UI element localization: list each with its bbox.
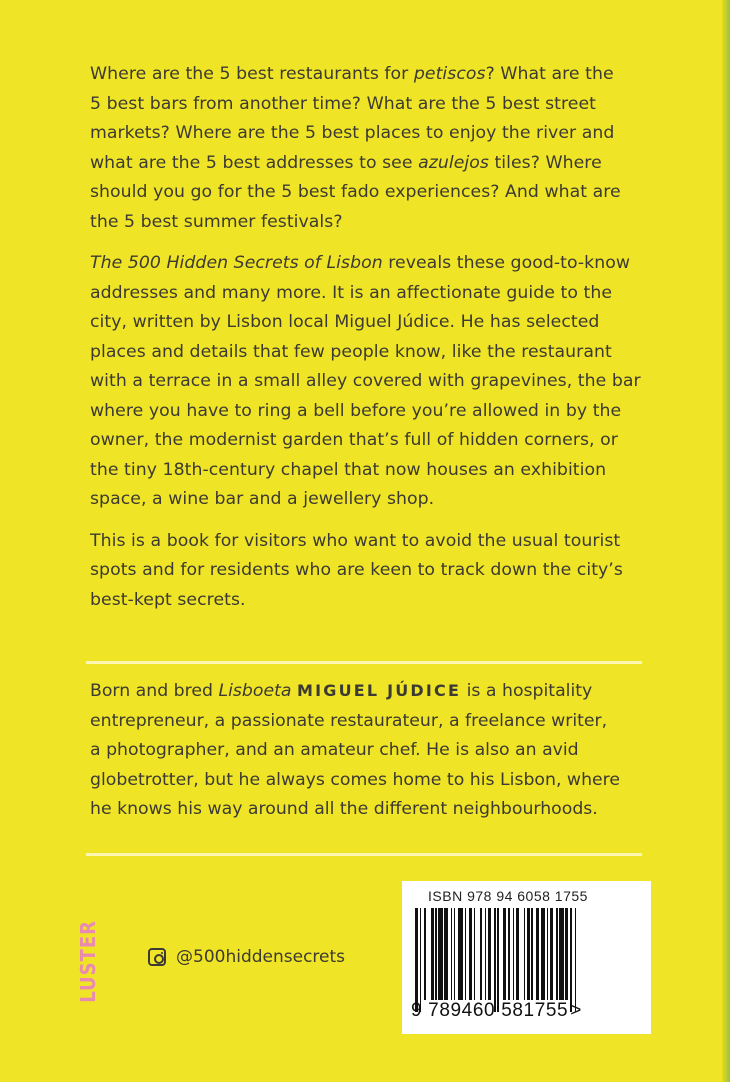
text-line [90, 90, 650, 120]
text-line [90, 456, 650, 486]
barcode-bar [570, 908, 572, 1012]
text-span: the tiny 18th-century chapel that now houses an exhibition [90, 459, 607, 480]
description-paragraph [90, 249, 650, 515]
author-name: MIGUEL JÚDICE [296, 681, 462, 700]
text-line [90, 249, 650, 279]
text-span: tiles? Where [488, 152, 602, 173]
text-span: 5 best bars from another time? What are the 5 best street [90, 93, 596, 114]
text-span: where you have to ring a bell before you’re allowed in by the [90, 400, 622, 421]
cover-edge [722, 0, 730, 1082]
text-span: with a terrace in a small alley covered with grapevines, the bar [90, 371, 641, 391]
barcode-bar [556, 908, 558, 1000]
text-span: Where are the 5 best restaurants for [90, 64, 414, 84]
text-line [90, 119, 650, 149]
text-line [90, 676, 650, 707]
social-handle: @500hiddensecrets [176, 947, 346, 967]
text-line [90, 149, 650, 179]
barcode-bar [516, 908, 519, 1000]
barcode-bar [469, 908, 472, 1000]
divider-top [86, 661, 642, 664]
barcode-bar [465, 908, 467, 1000]
text-span: azulejos [418, 152, 489, 173]
barcode-bar [565, 908, 568, 1000]
barcode-bar [480, 908, 482, 1000]
isbn-barcode [402, 881, 651, 1034]
barcode-bar [474, 908, 476, 1000]
text-line [90, 766, 650, 796]
publisher-name: LUSTER [76, 919, 100, 1003]
barcode-bar [527, 908, 530, 1000]
text-span: Lisboeta [218, 681, 292, 701]
text-span: best-kept secrets. [90, 589, 246, 610]
barcode-tail: > [570, 1000, 582, 1021]
text-span: globetrotter, but he always comes home to his Lisbon, where [90, 769, 621, 790]
description [90, 60, 650, 627]
text-span: city, written by Lisbon local Miguel Júdice. He has selected [90, 312, 600, 332]
barcode-bar [575, 908, 577, 1012]
barcode-bar [451, 908, 453, 1000]
barcode-bar [458, 908, 463, 1000]
author-bio [90, 676, 650, 825]
barcode-bar [536, 908, 539, 1000]
isbn-label: ISBN 978 94 6058 1755 [428, 888, 588, 904]
barcode-bar [438, 908, 443, 1000]
barcode-bar [531, 908, 533, 1000]
barcode-lead-digit: 9 [411, 1000, 423, 1021]
text-line [90, 426, 650, 456]
barcode-bars [415, 908, 637, 1004]
text-span: petiscos [413, 64, 486, 84]
text-span: should you go for the 5 best fado experiences? And what are [90, 182, 621, 202]
barcode-bar [415, 908, 418, 1012]
barcode-bar [431, 908, 434, 1000]
text-span: what are the 5 best addresses to see [90, 152, 419, 173]
text-span: space, a wine bar and a jewellery shop. [90, 489, 435, 509]
barcode-bar [503, 908, 506, 1000]
text-line [90, 60, 650, 90]
text-span: spots and for residents who are keen to track down the city’s [90, 560, 623, 580]
text-span: Born and bred [90, 681, 219, 701]
barcode-bar [524, 908, 526, 1000]
text-line [90, 397, 650, 427]
text-line [90, 308, 650, 338]
text-span: places and details that few people know, like the restaurant [90, 341, 612, 362]
social-handle-row [148, 947, 345, 967]
text-line [90, 736, 650, 766]
text-line [90, 367, 650, 397]
text-line [90, 485, 650, 515]
text-line [90, 556, 650, 586]
barcode-bar [454, 908, 456, 1000]
text-span: This is a book for visitors who want to avoid the usual tourist [90, 530, 621, 551]
barcode-bar [485, 908, 487, 1000]
text-span: The 500 Hidden Secrets of Lisbon [90, 253, 383, 273]
barcode-right-digits: 581755 [501, 1000, 569, 1021]
text-span: is a hospitality [461, 681, 593, 701]
barcode-bar [550, 908, 553, 1000]
description-paragraph [90, 60, 650, 237]
description-paragraph [90, 527, 650, 616]
text-span: markets? Where are the 5 best places to enjoy the river and [90, 123, 615, 143]
text-line [90, 586, 650, 616]
barcode-bar [513, 908, 515, 1000]
text-line [90, 527, 650, 557]
barcode-bar [494, 908, 496, 1012]
text-line [90, 208, 650, 238]
barcode-bar [559, 908, 564, 1000]
barcode-bar [508, 908, 510, 1000]
publisher-logo [76, 915, 100, 1007]
text-span: the 5 best summer festivals? [90, 211, 343, 232]
barcode-digits [411, 1000, 582, 1022]
text-span: reveals these good-to-know [382, 253, 631, 273]
barcode-bar [497, 908, 499, 1012]
instagram-icon [148, 948, 166, 966]
barcode-bar [488, 908, 491, 1000]
text-span: addresses and many more. It is an affectionate guide to the [90, 282, 613, 303]
text-line [90, 795, 650, 825]
divider-bottom [86, 853, 642, 856]
text-span: he knows his way around all the different neighbourhoods. [90, 799, 598, 819]
text-span: owner, the modernist garden that’s full of hidden corners, or [90, 430, 618, 450]
text-span: a photographer, and an amateur chef. He is also an avid [90, 740, 579, 760]
barcode-bar [541, 908, 546, 1000]
text-line [90, 178, 650, 208]
text-span: ? What are the [485, 64, 614, 84]
text-line [90, 279, 650, 309]
barcode-bar [435, 908, 437, 1000]
text-line [90, 338, 650, 368]
barcode-bar [424, 908, 426, 1000]
text-line [90, 707, 650, 737]
barcode-bar [420, 908, 422, 1012]
barcode-left-digits: 789460 [428, 1000, 496, 1021]
barcode-bar [547, 908, 549, 1000]
barcode-bar [444, 908, 447, 1000]
text-span: entrepreneur, a passionate restaurateur, a freelance writer, [90, 710, 608, 731]
